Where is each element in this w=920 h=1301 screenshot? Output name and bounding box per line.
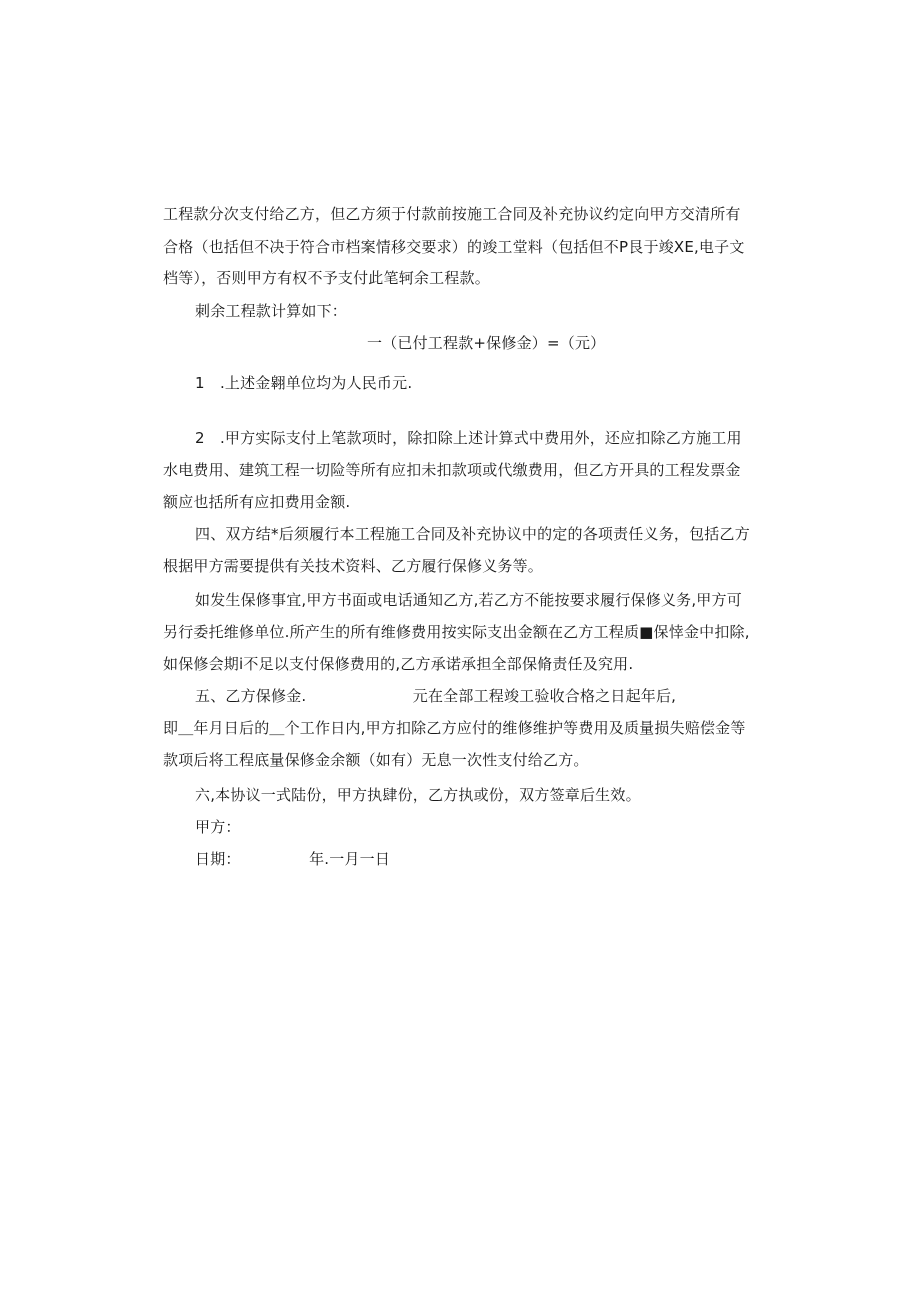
party-a-label: 甲方： (195, 818, 241, 836)
text-line-13: 另行委托维修单位.所产生的所有维修费用按实际支出金额在乙方工程质■保悻金中扣除, (163, 623, 750, 641)
date-label: 日期： 年.一月一日 (195, 850, 391, 868)
remaining-calc-heading: 刺余工程款计算如下： (195, 302, 348, 320)
text-line-2: 合格（也括但不决于符合市档案情移交要求）的竣工堂料（包括但不P艮于竣XE,电子文 (163, 238, 745, 256)
text-line-3: 档等），否则甲方有权不予支付此笔轲余工程款。 (163, 269, 490, 287)
note-item-1: 1 .上述金翱单位均为人民币元. (195, 374, 413, 392)
text-line-8: 水电费用、建筑工程一切险等所有应扣未扣款项或代缴费用，但乙方开具的工程发票金 (163, 461, 741, 479)
clause-six: 六,本协议一式陆份，甲方执肆份，乙方执或份，双方签章后生效。 (195, 786, 641, 804)
warranty-paragraph: 如发生保修事宜,甲方书面或电话通知乙方,若乙方不能按要求履行保修义务,甲方可 (195, 591, 742, 609)
text-line-9: 额应也括所有应扣费用金额. (163, 493, 351, 511)
text-line-1: 工程款分次支付给乙方，但乙方须于付款前按施工合同及补充协议约定向甲方交清所有 (163, 205, 741, 223)
text-line-11: 根据甲方需要提供有关技术资料、乙方履行保修义务等。 (163, 557, 544, 575)
note-item-2: 2 .甲方实际支付上笔款项时，除扣除上述计算式中费用外，还应扣除乙方施工用 (195, 429, 742, 447)
clause-five: 五、乙方保修金. 元在全部工程竣工验收合格之日起年后, (195, 687, 677, 705)
text-line-17: 款项后将工程底量保修金余额（如有）无息一次性支付给乙方。 (163, 751, 589, 769)
clause-four: 四、双方结*后须履行本工程施工合同及补充协议中的定的各项责任义务，包括乙方 (195, 525, 750, 543)
text-line-16: 即＿年月日后的＿个工作日内,甲方扣除乙方应付的维修维护等费用及质量损失赔偿金等 (163, 719, 746, 737)
text-line-14: 如保修会期i不足以支付保修费用的,乙方承诺承担全部保脩责任及究用. (163, 655, 634, 673)
calc-formula: 一（已付工程款+保修金）=（元） (367, 334, 606, 352)
